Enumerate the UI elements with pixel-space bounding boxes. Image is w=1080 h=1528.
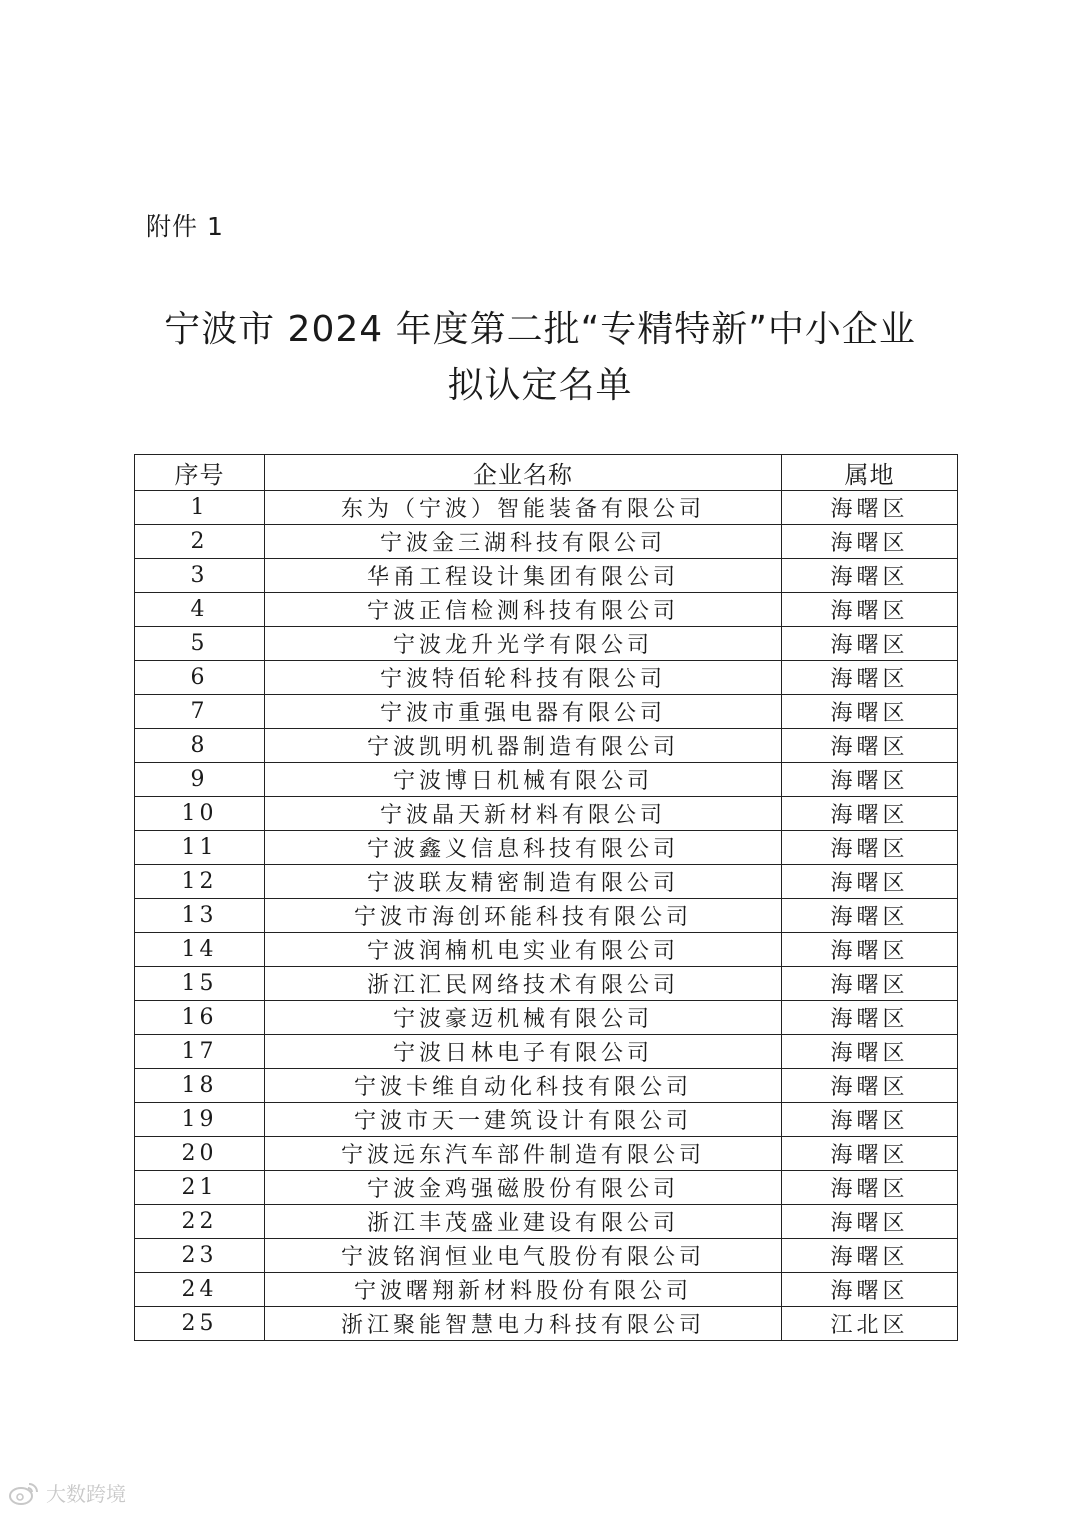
enterprise-name: 宁波市重强电器有限公司 bbox=[265, 695, 782, 729]
enterprise-name: 宁波铭润恒业电气股份有限公司 bbox=[265, 1239, 782, 1273]
district: 海曙区 bbox=[782, 1273, 958, 1307]
row-number: 13 bbox=[135, 899, 265, 933]
table-row bbox=[135, 559, 958, 593]
title-line-2: 拟认定名单 bbox=[447, 365, 633, 406]
enterprise-name: 宁波特佰轮科技有限公司 bbox=[265, 661, 782, 695]
district: 海曙区 bbox=[782, 695, 958, 729]
district: 海曙区 bbox=[782, 593, 958, 627]
row-number: 5 bbox=[135, 627, 265, 661]
district: 海曙区 bbox=[782, 525, 958, 559]
enterprise-name: 宁波豪迈机械有限公司 bbox=[265, 1001, 782, 1035]
enterprise-name: 浙江汇民网络技术有限公司 bbox=[265, 967, 782, 1001]
table-row bbox=[135, 525, 958, 559]
row-number: 20 bbox=[135, 1137, 265, 1171]
table-row bbox=[135, 763, 958, 797]
table-row bbox=[135, 1137, 958, 1171]
enterprise-name: 宁波正信检测科技有限公司 bbox=[265, 593, 782, 627]
table-row bbox=[135, 1001, 958, 1035]
enterprise-name: 宁波市海创环能科技有限公司 bbox=[265, 899, 782, 933]
table-row bbox=[135, 899, 958, 933]
enterprise-name: 浙江丰茂盛业建设有限公司 bbox=[265, 1205, 782, 1239]
enterprise-name: 宁波润楠机电实业有限公司 bbox=[265, 933, 782, 967]
row-number: 7 bbox=[135, 695, 265, 729]
table-row bbox=[135, 967, 958, 1001]
enterprise-name: 华甬工程设计集团有限公司 bbox=[265, 559, 782, 593]
row-number: 22 bbox=[135, 1205, 265, 1239]
row-number: 19 bbox=[135, 1103, 265, 1137]
enterprise-name: 宁波博日机械有限公司 bbox=[265, 763, 782, 797]
table-row bbox=[135, 627, 958, 661]
watermark bbox=[8, 1478, 126, 1507]
table-row bbox=[135, 1239, 958, 1273]
enterprise-name: 宁波龙升光学有限公司 bbox=[265, 627, 782, 661]
enterprise-table bbox=[134, 454, 958, 1341]
row-number: 8 bbox=[135, 729, 265, 763]
table-row bbox=[135, 661, 958, 695]
row-number: 2 bbox=[135, 525, 265, 559]
district: 海曙区 bbox=[782, 661, 958, 695]
district: 海曙区 bbox=[782, 899, 958, 933]
table-row bbox=[135, 1035, 958, 1069]
district: 海曙区 bbox=[782, 1069, 958, 1103]
enterprise-name: 宁波市天一建筑设计有限公司 bbox=[265, 1103, 782, 1137]
table-row bbox=[135, 865, 958, 899]
table-header-row bbox=[135, 455, 958, 491]
row-number: 17 bbox=[135, 1035, 265, 1069]
row-number: 23 bbox=[135, 1239, 265, 1273]
district: 江北区 bbox=[782, 1307, 958, 1341]
table-row bbox=[135, 1205, 958, 1239]
district: 海曙区 bbox=[782, 797, 958, 831]
row-number: 18 bbox=[135, 1069, 265, 1103]
title-line-1: 宁波市 2024 年度第二批“专精特新”中小企业 bbox=[164, 309, 916, 350]
district: 海曙区 bbox=[782, 1239, 958, 1273]
district: 海曙区 bbox=[782, 865, 958, 899]
district: 海曙区 bbox=[782, 1001, 958, 1035]
watermark-text: 大数跨境 bbox=[46, 1482, 126, 1506]
table-row bbox=[135, 933, 958, 967]
table-row bbox=[135, 1069, 958, 1103]
table-row bbox=[135, 1307, 958, 1341]
district: 海曙区 bbox=[782, 933, 958, 967]
table-row bbox=[135, 797, 958, 831]
enterprise-name: 宁波凯明机器制造有限公司 bbox=[265, 729, 782, 763]
enterprise-name: 宁波晶天新材料有限公司 bbox=[265, 797, 782, 831]
table-row bbox=[135, 1103, 958, 1137]
district: 海曙区 bbox=[782, 831, 958, 865]
enterprise-name: 宁波卡维自动化科技有限公司 bbox=[265, 1069, 782, 1103]
district: 海曙区 bbox=[782, 1137, 958, 1171]
district: 海曙区 bbox=[782, 559, 958, 593]
row-number: 1 bbox=[135, 491, 265, 525]
enterprise-name: 宁波远东汽车部件制造有限公司 bbox=[265, 1137, 782, 1171]
enterprise-name: 宁波金三湖科技有限公司 bbox=[265, 525, 782, 559]
row-number: 11 bbox=[135, 831, 265, 865]
table-row bbox=[135, 1273, 958, 1307]
enterprise-name: 宁波曙翔新材料股份有限公司 bbox=[265, 1273, 782, 1307]
table-row bbox=[135, 593, 958, 627]
enterprise-name: 宁波金鸡强磁股份有限公司 bbox=[265, 1171, 782, 1205]
page-title bbox=[0, 302, 1080, 414]
enterprise-name: 东为（宁波）智能装备有限公司 bbox=[265, 491, 782, 525]
row-number: 3 bbox=[135, 559, 265, 593]
row-number: 9 bbox=[135, 763, 265, 797]
table-row bbox=[135, 695, 958, 729]
row-number: 24 bbox=[135, 1273, 265, 1307]
row-number: 12 bbox=[135, 865, 265, 899]
row-number: 4 bbox=[135, 593, 265, 627]
district: 海曙区 bbox=[782, 729, 958, 763]
district: 海曙区 bbox=[782, 491, 958, 525]
district: 海曙区 bbox=[782, 1171, 958, 1205]
table-row bbox=[135, 1171, 958, 1205]
row-number: 15 bbox=[135, 967, 265, 1001]
enterprise-name: 宁波鑫义信息科技有限公司 bbox=[265, 831, 782, 865]
district: 海曙区 bbox=[782, 627, 958, 661]
header-district: 属地 bbox=[782, 455, 958, 491]
enterprise-name: 宁波日林电子有限公司 bbox=[265, 1035, 782, 1069]
table-body bbox=[135, 491, 958, 1341]
enterprise-name: 宁波联友精密制造有限公司 bbox=[265, 865, 782, 899]
row-number: 10 bbox=[135, 797, 265, 831]
table-row bbox=[135, 729, 958, 763]
header-name: 企业名称 bbox=[265, 455, 782, 491]
district: 海曙区 bbox=[782, 1205, 958, 1239]
row-number: 14 bbox=[135, 933, 265, 967]
table-row bbox=[135, 831, 958, 865]
table-row bbox=[135, 491, 958, 525]
weibo-icon bbox=[8, 1480, 40, 1506]
row-number: 21 bbox=[135, 1171, 265, 1205]
attachment-label: 附件 1 bbox=[146, 212, 224, 241]
district: 海曙区 bbox=[782, 763, 958, 797]
row-number: 25 bbox=[135, 1307, 265, 1341]
header-no: 序号 bbox=[135, 455, 265, 491]
enterprise-name: 浙江聚能智慧电力科技有限公司 bbox=[265, 1307, 782, 1341]
row-number: 6 bbox=[135, 661, 265, 695]
district: 海曙区 bbox=[782, 1035, 958, 1069]
district: 海曙区 bbox=[782, 967, 958, 1001]
district: 海曙区 bbox=[782, 1103, 958, 1137]
row-number: 16 bbox=[135, 1001, 265, 1035]
